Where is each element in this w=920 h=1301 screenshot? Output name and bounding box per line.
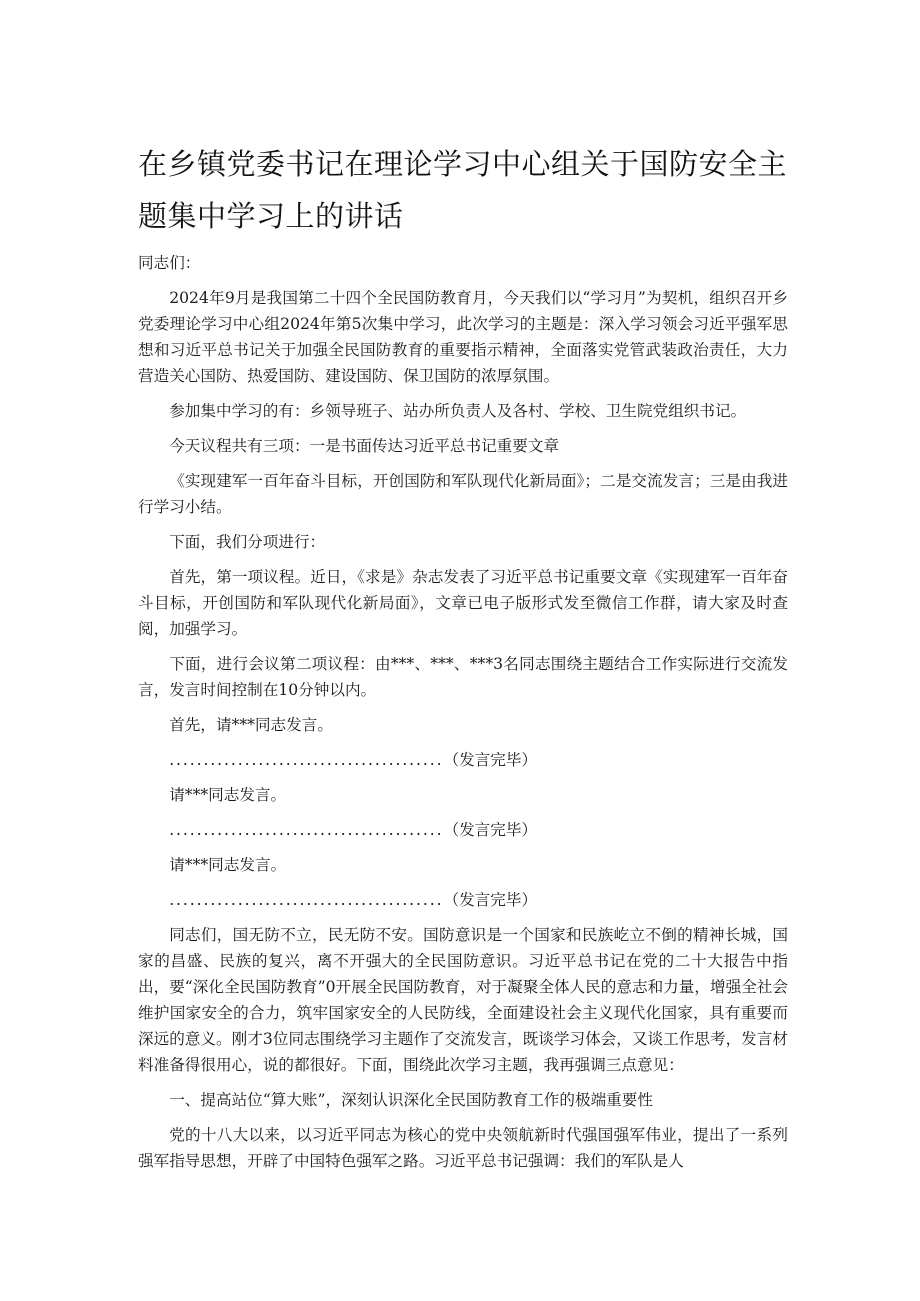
speech-end-line-2	[138, 817, 788, 843]
speech-end-line-3	[138, 887, 788, 913]
paragraph-agenda: 今天议程共有三项：一是书面传达习近平总书记重要文章	[169, 437, 560, 455]
document-body	[138, 250, 788, 1183]
speech-end-label: （发言完毕）	[443, 891, 538, 909]
salutation: 同志们：	[138, 254, 201, 272]
speech-end-label: （发言完毕）	[443, 751, 538, 769]
section-heading-1: 一、提高站位“算大账”，深刻认识深化全民国防教育工作的极端重要性	[169, 1091, 653, 1109]
dotted-leader: ........................................	[169, 751, 444, 769]
speech-end-line-1	[138, 747, 788, 773]
paragraph-second-item: 下面，进行会议第二项议程：由***、***、***3名同志围绕主题结合工作实际进行交流发言，发言时间控制在10分钟以内。	[138, 655, 788, 699]
paragraph-speaker-1: 首先，请***同志发言。	[169, 716, 333, 734]
paragraph-section-1: 党的十八大以来，以习近平同志为核心的党中央领航新时代强国强军伟业，提出了一系列强军指导思想，开辟了中国特色强军之路。习近平总书记强调：我们的军队是人	[138, 1126, 788, 1170]
paragraph-attendees: 参加集中学习的有：乡领导班子、站办所负责人及各村、学校、卫生院党组织书记。	[169, 402, 747, 420]
dotted-leader: ........................................	[169, 891, 444, 909]
paragraph-intro: 2024年9月是我国第二十四个全民国防教育月，今天我们以“学习月”为契机，组织召开乡党委理论学习中心组2024年第5次集中学习，此次学习的主题是：深入学习领会习近平强军思想和习近平总书记关于加强全民国防教育的重要指示精神，全面落实党管武装政治责任，大力营造关心国防、热爱国防、建设国防、保卫国防的浓厚氛围。	[138, 289, 788, 385]
paragraph-proceed: 下面，我们分项进行：	[169, 533, 326, 551]
paragraph-first-item: 首先，第一项议程。近日，《求是》杂志发表了习近平总书记重要文章《实现建军一百年奋斗目标，开创国防和军队现代化新局面》，文章已电子版形式发至微信工作群，请大家及时查阅，加强学习。	[138, 568, 788, 638]
paragraph-speaker-2: 请***同志发言。	[169, 786, 287, 804]
dotted-leader: ........................................	[169, 821, 444, 839]
paragraph-speaker-3: 请***同志发言。	[169, 856, 287, 874]
document-title: 在乡镇党委书记在理论学习中心组关于国防安全主题集中学习上的讲话	[138, 147, 788, 233]
speech-end-label: （发言完毕）	[443, 821, 538, 839]
paragraph-summary: 同志们，国无防不立，民无防不安。国防意识是一个国家和民族屹立不倒的精神长城，国家的昌盛、民族的复兴，离不开强大的全民国防意识。习近平总书记在党的二十大报告中指出，要“深化全民国防教育”0开展全民国防教育，对于凝聚全体人民的意志和力量，增强全社会维护国家安全的合力，筑牢国家安全的人民防线，全面建设社会主义现代化国家，具有重要而深远的意义。刚才3位同志围绕学习主题作了交流发言，既谈学习体会，又谈工作思考，发言材料准备得很用心，说的都很好。下面，围绕此次学习主题，我再强调三点意见：	[138, 926, 788, 1074]
paragraph-agenda-continued: 《实现建军一百年奋斗目标，开创国防和军队现代化新局面》；二是交流发言；三是由我进行学习小结。	[138, 472, 788, 516]
